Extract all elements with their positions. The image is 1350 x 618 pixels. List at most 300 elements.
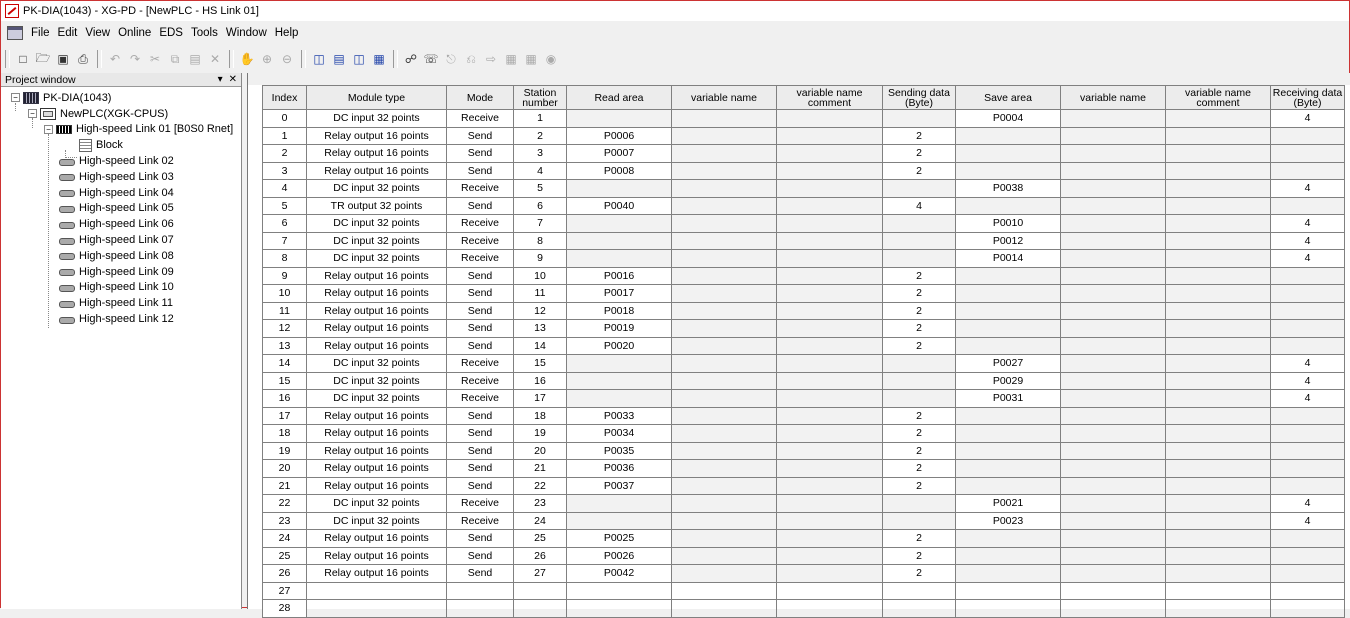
cell-read-variable-comment[interactable] xyxy=(777,477,883,495)
cell-station-number[interactable]: 4 xyxy=(514,162,567,180)
cell-save-variable-comment[interactable] xyxy=(1166,390,1271,408)
cell-module-type[interactable]: DC input 32 points xyxy=(307,372,447,390)
cell-sending-data[interactable]: 2 xyxy=(883,320,956,338)
cell-save-variable-comment[interactable] xyxy=(1166,285,1271,303)
cell-mode[interactable] xyxy=(447,582,514,600)
tree-node-block[interactable] xyxy=(1,137,241,153)
cell-station-number[interactable] xyxy=(514,600,567,618)
cell-read-variable-comment[interactable] xyxy=(777,600,883,618)
table-row[interactable] xyxy=(263,512,1345,530)
cell-read-variable-comment[interactable] xyxy=(777,460,883,478)
table-row[interactable] xyxy=(263,127,1345,145)
cell-receiving-data[interactable] xyxy=(1271,145,1345,163)
cell-read-variable-comment[interactable] xyxy=(777,215,883,233)
cell-read-area[interactable]: P0008 xyxy=(567,162,672,180)
cell-station-number[interactable]: 15 xyxy=(514,355,567,373)
cell-save-variable-comment[interactable] xyxy=(1166,180,1271,198)
cell-station-number[interactable]: 11 xyxy=(514,285,567,303)
cell-read-variable-name[interactable] xyxy=(672,250,777,268)
cell-module-type[interactable]: DC input 32 points xyxy=(307,355,447,373)
cell-sending-data[interactable]: 2 xyxy=(883,460,956,478)
cell-read-variable-comment[interactable] xyxy=(777,582,883,600)
cell-sending-data[interactable]: 2 xyxy=(883,477,956,495)
cell-read-variable-name[interactable] xyxy=(672,215,777,233)
table-row[interactable] xyxy=(263,320,1345,338)
cell-mode[interactable]: Receive xyxy=(447,372,514,390)
cell-save-area[interactable] xyxy=(956,302,1061,320)
cell-read-area[interactable] xyxy=(567,250,672,268)
cell-sending-data[interactable] xyxy=(883,250,956,268)
close-icon[interactable]: ✕ xyxy=(228,74,237,85)
save-icon[interactable]: ▣ xyxy=(57,52,69,66)
cell-sending-data[interactable] xyxy=(883,495,956,513)
cell-save-variable-comment[interactable] xyxy=(1166,250,1271,268)
menu-edit[interactable]: Edit xyxy=(57,27,78,39)
table-row[interactable] xyxy=(263,442,1345,460)
new-icon[interactable]: □ xyxy=(19,52,27,66)
cell-save-area[interactable]: P0012 xyxy=(956,232,1061,250)
cell-mode[interactable]: Receive xyxy=(447,390,514,408)
cell-station-number[interactable]: 9 xyxy=(514,250,567,268)
col-header-sending-data[interactable]: Sending data (Byte) xyxy=(883,86,956,110)
cell-sending-data[interactable]: 2 xyxy=(883,285,956,303)
cell-index[interactable]: 2 xyxy=(263,145,307,163)
tree-node-hs-link-09[interactable] xyxy=(1,264,241,280)
cell-module-type[interactable] xyxy=(307,600,447,618)
cell-read-variable-name[interactable] xyxy=(672,232,777,250)
table-row[interactable] xyxy=(263,582,1345,600)
cell-read-variable-name[interactable] xyxy=(672,442,777,460)
cell-save-variable-comment[interactable] xyxy=(1166,442,1271,460)
cell-save-area[interactable] xyxy=(956,267,1061,285)
cell-read-variable-comment[interactable] xyxy=(777,390,883,408)
tree-node-hs-link-05[interactable] xyxy=(1,201,241,217)
cell-module-type[interactable]: Relay output 16 points xyxy=(307,565,447,583)
cell-receiving-data[interactable]: 4 xyxy=(1271,215,1345,233)
cell-module-type[interactable]: Relay output 16 points xyxy=(307,337,447,355)
cell-receiving-data[interactable] xyxy=(1271,530,1345,548)
cell-save-area[interactable]: P0031 xyxy=(956,390,1061,408)
cell-station-number[interactable]: 19 xyxy=(514,425,567,443)
cell-receiving-data[interactable] xyxy=(1271,425,1345,443)
toolbar-grip[interactable] xyxy=(5,50,10,68)
cell-save-variable-name[interactable] xyxy=(1061,302,1166,320)
cell-save-area[interactable] xyxy=(956,162,1061,180)
cell-mode[interactable]: Receive xyxy=(447,495,514,513)
cell-sending-data[interactable]: 2 xyxy=(883,267,956,285)
cell-index[interactable]: 15 xyxy=(263,372,307,390)
cell-receiving-data[interactable] xyxy=(1271,127,1345,145)
cell-station-number[interactable]: 3 xyxy=(514,145,567,163)
cell-module-type[interactable]: Relay output 16 points xyxy=(307,162,447,180)
cell-station-number[interactable]: 24 xyxy=(514,512,567,530)
cell-station-number[interactable]: 7 xyxy=(514,215,567,233)
cell-save-variable-comment[interactable] xyxy=(1166,320,1271,338)
hand-icon[interactable]: ✋ xyxy=(239,52,255,66)
cell-read-area[interactable]: P0033 xyxy=(567,407,672,425)
cell-save-variable-name[interactable] xyxy=(1061,197,1166,215)
cell-index[interactable]: 9 xyxy=(263,267,307,285)
col-header-save-variable-name[interactable]: variable name xyxy=(1061,86,1166,110)
monitor-icon[interactable]: ⇨ xyxy=(485,52,497,66)
cell-station-number[interactable]: 26 xyxy=(514,547,567,565)
collapse-toggle[interactable]: − xyxy=(44,125,53,134)
cell-save-variable-comment[interactable] xyxy=(1166,495,1271,513)
cell-save-area[interactable] xyxy=(956,460,1061,478)
cell-read-area[interactable]: P0025 xyxy=(567,530,672,548)
table-row[interactable] xyxy=(263,390,1345,408)
cell-sending-data[interactable] xyxy=(883,232,956,250)
cut-icon[interactable]: ✂ xyxy=(149,52,161,66)
cell-station-number[interactable]: 22 xyxy=(514,477,567,495)
cell-sending-data[interactable] xyxy=(883,512,956,530)
cell-sending-data[interactable] xyxy=(883,600,956,618)
cell-receiving-data[interactable] xyxy=(1271,302,1345,320)
cell-mode[interactable]: Receive xyxy=(447,110,514,128)
tree-node-hs-link-07[interactable] xyxy=(1,232,241,248)
cell-save-area[interactable]: P0014 xyxy=(956,250,1061,268)
cell-receiving-data[interactable] xyxy=(1271,600,1345,618)
cell-read-variable-comment[interactable] xyxy=(777,565,883,583)
cell-save-variable-name[interactable] xyxy=(1061,512,1166,530)
cell-receiving-data[interactable] xyxy=(1271,162,1345,180)
cell-read-variable-name[interactable] xyxy=(672,407,777,425)
cell-station-number[interactable]: 13 xyxy=(514,320,567,338)
table-row[interactable] xyxy=(263,407,1345,425)
settings-icon[interactable]: ▦ xyxy=(525,52,537,66)
cell-read-area[interactable]: P0034 xyxy=(567,425,672,443)
cell-read-variable-name[interactable] xyxy=(672,285,777,303)
cell-save-area[interactable] xyxy=(956,407,1061,425)
cell-read-area[interactable]: P0019 xyxy=(567,320,672,338)
cascade-icon[interactable]: ◫ xyxy=(313,52,325,66)
table-row[interactable] xyxy=(263,197,1345,215)
cell-station-number[interactable]: 5 xyxy=(514,180,567,198)
cell-read-variable-comment[interactable] xyxy=(777,372,883,390)
diagnose-icon[interactable]: ▦ xyxy=(505,52,517,66)
cell-module-type[interactable]: Relay output 16 points xyxy=(307,145,447,163)
cell-module-type[interactable]: Relay output 16 points xyxy=(307,285,447,303)
cell-index[interactable]: 11 xyxy=(263,302,307,320)
cell-read-variable-comment[interactable] xyxy=(777,162,883,180)
cell-save-variable-comment[interactable] xyxy=(1166,600,1271,618)
undo-icon[interactable]: ↶ xyxy=(109,52,121,66)
cell-read-variable-name[interactable] xyxy=(672,110,777,128)
cell-sending-data[interactable] xyxy=(883,372,956,390)
cell-save-variable-comment[interactable] xyxy=(1166,407,1271,425)
menu-file[interactable]: File xyxy=(31,27,50,39)
cell-station-number[interactable]: 10 xyxy=(514,267,567,285)
cell-read-variable-comment[interactable] xyxy=(777,267,883,285)
cell-read-variable-name[interactable] xyxy=(672,372,777,390)
cell-save-area[interactable] xyxy=(956,145,1061,163)
cell-index[interactable]: 14 xyxy=(263,355,307,373)
cell-save-variable-name[interactable] xyxy=(1061,285,1166,303)
cell-save-variable-comment[interactable] xyxy=(1166,215,1271,233)
cell-read-variable-comment[interactable] xyxy=(777,232,883,250)
cell-save-area[interactable] xyxy=(956,337,1061,355)
cell-index[interactable]: 27 xyxy=(263,582,307,600)
table-row[interactable] xyxy=(263,232,1345,250)
cell-module-type[interactable]: Relay output 16 points xyxy=(307,477,447,495)
cell-sending-data[interactable]: 2 xyxy=(883,145,956,163)
cell-save-variable-name[interactable] xyxy=(1061,442,1166,460)
cell-receiving-data[interactable]: 4 xyxy=(1271,495,1345,513)
cell-read-variable-name[interactable] xyxy=(672,547,777,565)
cell-save-variable-name[interactable] xyxy=(1061,530,1166,548)
cell-receiving-data[interactable] xyxy=(1271,442,1345,460)
cell-read-area[interactable] xyxy=(567,372,672,390)
cell-read-area[interactable] xyxy=(567,232,672,250)
cell-sending-data[interactable]: 2 xyxy=(883,442,956,460)
cell-save-variable-name[interactable] xyxy=(1061,162,1166,180)
col-header-save-variable-comment[interactable]: variable name comment xyxy=(1166,86,1271,110)
cell-sending-data[interactable]: 4 xyxy=(883,197,956,215)
tree-node-hs-link-11[interactable] xyxy=(1,295,241,311)
cell-save-variable-name[interactable] xyxy=(1061,407,1166,425)
cell-sending-data[interactable] xyxy=(883,180,956,198)
cell-save-variable-comment[interactable] xyxy=(1166,162,1271,180)
cell-save-variable-comment[interactable] xyxy=(1166,337,1271,355)
cell-read-variable-name[interactable] xyxy=(672,477,777,495)
cell-read-variable-name[interactable] xyxy=(672,162,777,180)
cell-read-variable-comment[interactable] xyxy=(777,197,883,215)
cell-read-variable-comment[interactable] xyxy=(777,407,883,425)
table-row[interactable] xyxy=(263,460,1345,478)
cell-station-number[interactable]: 17 xyxy=(514,390,567,408)
cell-read-variable-name[interactable] xyxy=(672,512,777,530)
cell-receiving-data[interactable]: 4 xyxy=(1271,232,1345,250)
tile-vertical-icon[interactable]: ◫ xyxy=(353,52,365,66)
tree-node-plc[interactable] xyxy=(1,106,241,122)
table-row[interactable] xyxy=(263,547,1345,565)
toolbar-grip[interactable] xyxy=(229,50,234,68)
cell-save-area[interactable]: P0021 xyxy=(956,495,1061,513)
cell-save-variable-name[interactable] xyxy=(1061,460,1166,478)
cell-receiving-data[interactable]: 4 xyxy=(1271,180,1345,198)
menu-tools[interactable]: Tools xyxy=(190,27,218,39)
cell-read-area[interactable] xyxy=(567,215,672,233)
cell-module-type[interactable]: Relay output 16 points xyxy=(307,530,447,548)
copy-icon[interactable]: ⧉ xyxy=(170,51,180,66)
cell-receiving-data[interactable] xyxy=(1271,460,1345,478)
cell-save-variable-name[interactable] xyxy=(1061,390,1166,408)
cell-module-type[interactable]: DC input 32 points xyxy=(307,110,447,128)
table-row[interactable] xyxy=(263,425,1345,443)
cell-module-type[interactable]: TR output 32 points xyxy=(307,197,447,215)
cell-station-number[interactable]: 20 xyxy=(514,442,567,460)
cell-read-area[interactable]: P0035 xyxy=(567,442,672,460)
cell-save-variable-name[interactable] xyxy=(1061,267,1166,285)
cell-module-type[interactable]: DC input 32 points xyxy=(307,180,447,198)
cell-save-variable-name[interactable] xyxy=(1061,425,1166,443)
cell-receiving-data[interactable] xyxy=(1271,547,1345,565)
cell-index[interactable]: 7 xyxy=(263,232,307,250)
open-icon[interactable]: 🗁 xyxy=(35,50,51,65)
connect-icon[interactable]: ☍ xyxy=(404,52,418,66)
cell-receiving-data[interactable] xyxy=(1271,407,1345,425)
cell-receiving-data[interactable]: 4 xyxy=(1271,512,1345,530)
menu-view[interactable]: View xyxy=(85,27,111,39)
cell-mode[interactable]: Receive xyxy=(447,355,514,373)
cell-receiving-data[interactable] xyxy=(1271,582,1345,600)
cell-index[interactable]: 21 xyxy=(263,477,307,495)
cell-sending-data[interactable] xyxy=(883,582,956,600)
cell-read-variable-comment[interactable] xyxy=(777,285,883,303)
cell-read-area[interactable]: P0040 xyxy=(567,197,672,215)
cell-read-variable-name[interactable] xyxy=(672,600,777,618)
table-row[interactable] xyxy=(263,250,1345,268)
cell-index[interactable]: 12 xyxy=(263,320,307,338)
tree-node-hs-link-01[interactable] xyxy=(1,122,241,138)
cell-read-variable-comment[interactable] xyxy=(777,145,883,163)
col-header-module-type[interactable]: Module type xyxy=(307,86,447,110)
cell-save-variable-comment[interactable] xyxy=(1166,267,1271,285)
cell-read-area[interactable] xyxy=(567,390,672,408)
cell-read-variable-name[interactable] xyxy=(672,460,777,478)
cell-mode[interactable]: Send xyxy=(447,547,514,565)
cell-read-area[interactable] xyxy=(567,355,672,373)
cell-receiving-data[interactable] xyxy=(1271,267,1345,285)
cell-save-variable-comment[interactable] xyxy=(1166,372,1271,390)
tree-node-hs-link-04[interactable] xyxy=(1,185,241,201)
cell-save-area[interactable] xyxy=(956,197,1061,215)
cell-save-variable-name[interactable] xyxy=(1061,232,1166,250)
cell-read-variable-name[interactable] xyxy=(672,127,777,145)
cell-mode[interactable]: Send xyxy=(447,162,514,180)
cell-index[interactable]: 4 xyxy=(263,180,307,198)
cell-read-variable-name[interactable] xyxy=(672,390,777,408)
cell-read-area[interactable]: P0018 xyxy=(567,302,672,320)
cell-mode[interactable]: Send xyxy=(447,425,514,443)
delete-icon[interactable]: ✕ xyxy=(209,52,221,66)
cell-sending-data[interactable]: 2 xyxy=(883,547,956,565)
cell-station-number[interactable]: 16 xyxy=(514,372,567,390)
cell-save-variable-comment[interactable] xyxy=(1166,232,1271,250)
table-row[interactable] xyxy=(263,530,1345,548)
col-header-save-area[interactable]: Save area xyxy=(956,86,1061,110)
cell-save-variable-name[interactable] xyxy=(1061,372,1166,390)
cell-read-variable-name[interactable] xyxy=(672,302,777,320)
cell-mode[interactable]: Send xyxy=(447,145,514,163)
cell-save-area[interactable]: P0004 xyxy=(956,110,1061,128)
cell-station-number[interactable]: 12 xyxy=(514,302,567,320)
cell-station-number[interactable]: 18 xyxy=(514,407,567,425)
cell-mode[interactable]: Send xyxy=(447,127,514,145)
cell-read-variable-name[interactable] xyxy=(672,582,777,600)
cell-read-variable-name[interactable] xyxy=(672,425,777,443)
cell-mode[interactable]: Send xyxy=(447,320,514,338)
cell-save-area[interactable] xyxy=(956,547,1061,565)
cell-save-variable-name[interactable] xyxy=(1061,355,1166,373)
cell-module-type[interactable]: DC input 32 points xyxy=(307,495,447,513)
cell-read-area[interactable]: P0006 xyxy=(567,127,672,145)
cell-read-variable-comment[interactable] xyxy=(777,355,883,373)
cell-mode[interactable]: Receive xyxy=(447,180,514,198)
cell-receiving-data[interactable] xyxy=(1271,285,1345,303)
table-row[interactable] xyxy=(263,215,1345,233)
cell-index[interactable]: 19 xyxy=(263,442,307,460)
cell-module-type[interactable]: DC input 32 points xyxy=(307,215,447,233)
cell-read-variable-comment[interactable] xyxy=(777,442,883,460)
cell-save-variable-comment[interactable] xyxy=(1166,477,1271,495)
cell-read-variable-comment[interactable] xyxy=(777,495,883,513)
cell-sending-data[interactable]: 2 xyxy=(883,162,956,180)
cell-read-variable-name[interactable] xyxy=(672,337,777,355)
table-row[interactable] xyxy=(263,285,1345,303)
cell-mode[interactable]: Send xyxy=(447,530,514,548)
table-row[interactable] xyxy=(263,355,1345,373)
cell-receiving-data[interactable]: 4 xyxy=(1271,390,1345,408)
cell-save-area[interactable]: P0029 xyxy=(956,372,1061,390)
cell-mode[interactable]: Receive xyxy=(447,215,514,233)
cell-station-number[interactable] xyxy=(514,582,567,600)
cell-index[interactable]: 26 xyxy=(263,565,307,583)
cell-save-variable-name[interactable] xyxy=(1061,600,1166,618)
write-icon[interactable]: ⎌ xyxy=(466,51,476,66)
cell-read-variable-name[interactable] xyxy=(672,495,777,513)
cell-read-variable-comment[interactable] xyxy=(777,337,883,355)
cell-save-variable-comment[interactable] xyxy=(1166,460,1271,478)
cell-module-type[interactable]: Relay output 16 points xyxy=(307,442,447,460)
cell-read-variable-comment[interactable] xyxy=(777,320,883,338)
cell-save-area[interactable] xyxy=(956,285,1061,303)
cell-index[interactable]: 13 xyxy=(263,337,307,355)
col-header-mode[interactable]: Mode xyxy=(447,86,514,110)
cell-index[interactable]: 17 xyxy=(263,407,307,425)
cell-module-type[interactable]: DC input 32 points xyxy=(307,390,447,408)
cell-index[interactable]: 16 xyxy=(263,390,307,408)
cell-mode[interactable]: Send xyxy=(447,197,514,215)
cell-mode[interactable]: Receive xyxy=(447,512,514,530)
cell-read-area[interactable] xyxy=(567,582,672,600)
cell-mode[interactable]: Send xyxy=(447,477,514,495)
table-row[interactable] xyxy=(263,495,1345,513)
table-row[interactable] xyxy=(263,162,1345,180)
table-row[interactable] xyxy=(263,337,1345,355)
cell-sending-data[interactable] xyxy=(883,355,956,373)
cell-mode[interactable]: Send xyxy=(447,267,514,285)
cell-save-variable-comment[interactable] xyxy=(1166,530,1271,548)
cell-read-area[interactable] xyxy=(567,512,672,530)
cell-read-area[interactable]: P0036 xyxy=(567,460,672,478)
cell-module-type[interactable]: Relay output 16 points xyxy=(307,460,447,478)
cell-save-variable-name[interactable] xyxy=(1061,127,1166,145)
cell-sending-data[interactable]: 2 xyxy=(883,407,956,425)
cell-station-number[interactable]: 8 xyxy=(514,232,567,250)
cell-save-variable-name[interactable] xyxy=(1061,337,1166,355)
cell-station-number[interactable]: 6 xyxy=(514,197,567,215)
cell-save-area[interactable] xyxy=(956,565,1061,583)
cell-save-variable-comment[interactable] xyxy=(1166,197,1271,215)
cell-read-area[interactable]: P0017 xyxy=(567,285,672,303)
cell-read-variable-comment[interactable] xyxy=(777,127,883,145)
cell-save-area[interactable]: P0038 xyxy=(956,180,1061,198)
cell-module-type[interactable]: Relay output 16 points xyxy=(307,320,447,338)
cell-save-variable-comment[interactable] xyxy=(1166,512,1271,530)
cell-save-variable-name[interactable] xyxy=(1061,547,1166,565)
cell-read-area[interactable]: P0007 xyxy=(567,145,672,163)
cell-read-variable-name[interactable] xyxy=(672,180,777,198)
col-header-receiving-data[interactable]: Receiving data (Byte) xyxy=(1271,86,1345,110)
cell-save-area[interactable] xyxy=(956,582,1061,600)
tree-node-hs-link-12[interactable] xyxy=(1,311,241,327)
col-header-read-area[interactable]: Read area xyxy=(567,86,672,110)
cell-save-variable-name[interactable] xyxy=(1061,215,1166,233)
cell-station-number[interactable]: 14 xyxy=(514,337,567,355)
tree-node-hs-link-03[interactable] xyxy=(1,169,241,185)
cell-receiving-data[interactable]: 4 xyxy=(1271,110,1345,128)
